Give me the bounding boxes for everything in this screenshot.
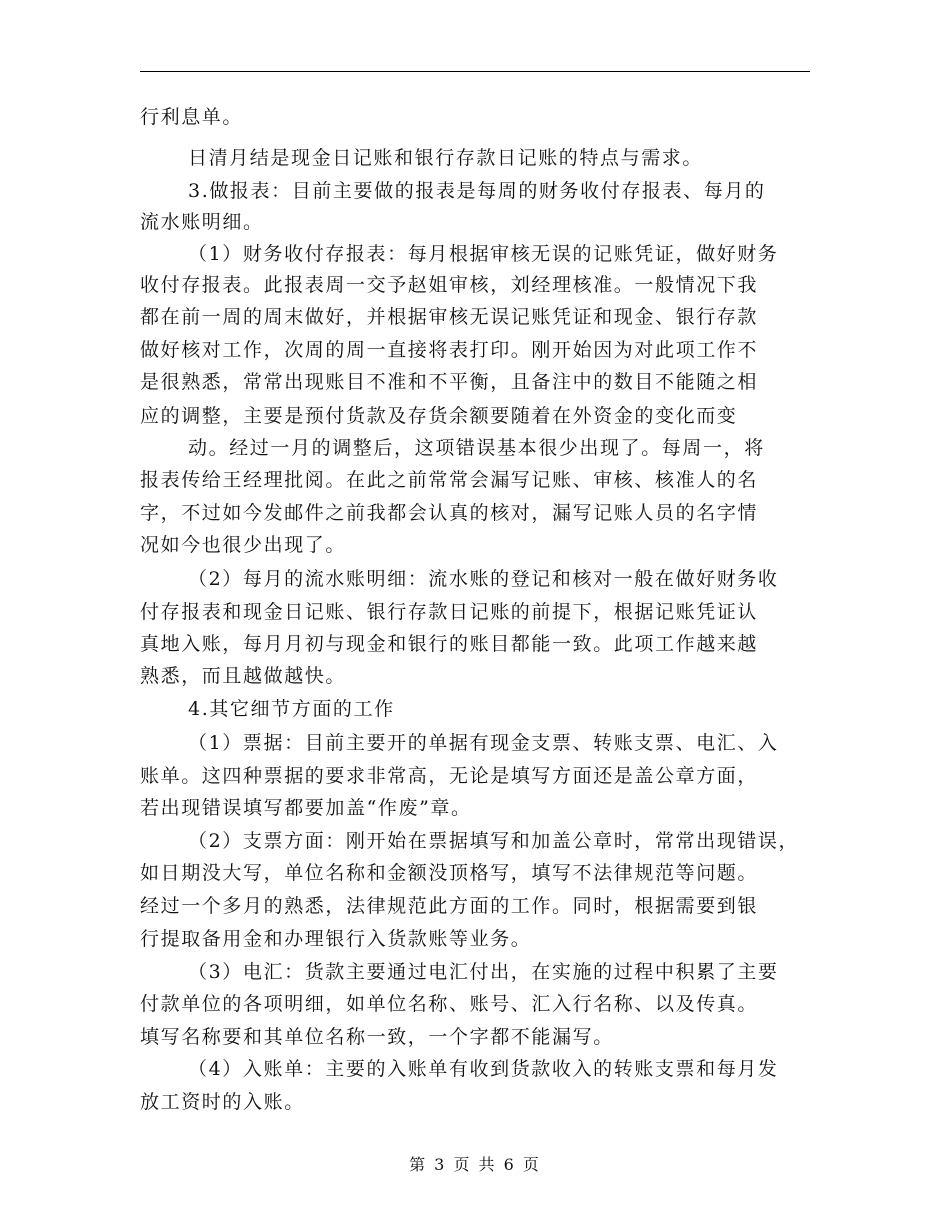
text-line: 行提取备用金和办理银行入货款账等业务。 (140, 928, 532, 950)
text-line: 报表传给王经理批阅。在此之前常常会漏写记账、审核、核准人的名 (140, 469, 759, 491)
text-line: 账单。这四种票据的要求非常高，无论是填写方面还是盖公章方面， (140, 765, 759, 787)
page-number-footer: 第 3 页 共 6 页 (409, 1155, 541, 1174)
text-line: 行利息单。 (140, 106, 244, 128)
text-line: 付款单位的各项明细，如单位名称、账号、汇入行名称、以及传真。 (140, 993, 759, 1015)
text-line: 填写名称要和其单位名称一致，一个字都不能漏写。 (140, 1026, 614, 1048)
text-line: 3.做报表：目前主要做的报表是每周的财务收付存报表、每月的 (188, 180, 766, 202)
text-line: 付存报表和现金日记账、银行存款日记账的前提下，根据记账凭证认 (140, 601, 759, 623)
text-line: （2）每月的流水账明细：流水账的登记和核对一般在做好财务收 (188, 568, 779, 590)
text-line: 是很熟悉，常常出现账目不准和不平衡，且备注中的数目不能随之相 (140, 371, 759, 393)
text-line: 日清月结是现金日记账和银行存款日记账的特点与需求。 (188, 147, 704, 169)
text-line: 字，不过如今发邮件之前我都会认真的核对，漏写记账人员的名字情 (140, 502, 759, 524)
text-line: 动。经过一月的调整后，这项错误基本很少出现了。每周一，将 (188, 437, 765, 459)
text-line: 应的调整，主要是预付货款及存货余额要随着在外资金的变化而变 (140, 405, 738, 427)
text-line: （1）票据：目前主要开的单据有现金支票、转账支票、电汇、入 (188, 732, 779, 754)
text-line: 经过一个多月的熟悉，法律规范此方面的工作。同时，根据需要到银 (140, 895, 759, 917)
text-line: 做好核对工作，次周的周一直接将表打印。刚开始因为对此项工作不 (140, 339, 759, 361)
text-line: （1）财务收付存报表：每月根据审核无误的记账凭证，做好财务 (188, 243, 779, 265)
text-line: 真地入账，每月月初与现金和银行的账目都能一致。此项工作越来越 (140, 633, 759, 655)
header-rule (140, 71, 810, 72)
text-line: 如日期没大写，单位名称和金额没顶格写，填写不法律规范等问题。 (140, 862, 759, 884)
text-line: 收付存报表。此报表周一交予赵姐审核，刘经理核准。一般情况下我 (140, 274, 759, 296)
text-line: （4）入账单：主要的入账单有收到货款收入的转账支票和每月发 (188, 1058, 779, 1080)
text-line: （2）支票方面：刚开始在票据填写和加盖公章时，常常出现错误， (188, 830, 800, 852)
text-line: （3）电汇：货款主要通过电汇付出，在实施的过程中积累了主要 (188, 961, 779, 983)
text-line: 若出现错误填写都要加盖“作废”章。 (140, 797, 472, 819)
text-line: 4.其它细节方面的工作 (188, 698, 395, 720)
text-line: 熟悉，而且越做越快。 (140, 665, 347, 687)
text-line: 流水账明细。 (140, 211, 264, 233)
text-line: 都在前一周的周末做好，并根据审核无误记账凭证和现金、银行存款 (140, 306, 759, 328)
text-line: 况如今也很少出现了。 (140, 534, 347, 556)
text-line: 放工资时的入账。 (140, 1091, 305, 1113)
